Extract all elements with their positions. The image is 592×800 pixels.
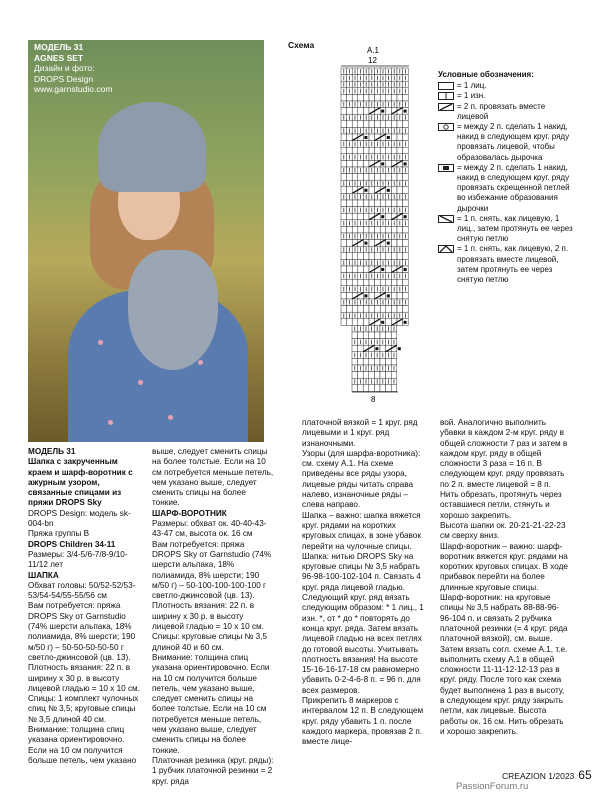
chart-cell	[397, 253, 403, 260]
chart-cell	[358, 108, 364, 115]
chart-cell	[374, 358, 380, 365]
chart-cell	[363, 121, 369, 128]
paragraph: Обхват головы: 50/52-52/53-53/54-54/55-55/56 см	[28, 580, 136, 601]
chart-cell	[347, 240, 353, 247]
chart-cell	[341, 319, 347, 326]
chart-cell	[347, 108, 353, 115]
chart-cell	[352, 94, 358, 101]
chart-cell	[397, 121, 403, 128]
yarn-over-mark	[381, 162, 384, 165]
legend-text: = 1 п. снять, как лицевую, 1 лиц., затем протянуть ее через снятую петлю	[457, 213, 573, 244]
yarn-over-mark	[404, 268, 407, 271]
chart-cell	[363, 108, 369, 115]
chart-cell	[352, 160, 358, 167]
chart-cell	[352, 385, 358, 392]
chart-legend	[438, 70, 578, 285]
yarn-over-mark	[404, 162, 407, 165]
chart-cell	[386, 279, 392, 286]
chart-cell	[391, 279, 397, 286]
legend-text: = 2 п. провязать вместе лицевой	[457, 101, 546, 121]
photo-flower	[198, 360, 203, 365]
chart-cell	[397, 292, 403, 299]
chart-cell	[375, 200, 381, 207]
yarn-over-mark	[381, 110, 384, 113]
chart-cell	[358, 279, 364, 286]
chart-cell	[386, 358, 392, 365]
chart-cell	[403, 226, 409, 233]
chart-cell	[363, 266, 369, 273]
chart-cell	[352, 108, 358, 115]
chart-cell	[352, 372, 358, 379]
chart-cell	[369, 240, 375, 247]
chart-cell	[391, 332, 397, 339]
paragraph: Спицы: круговые спицы № 3,5 длиной 40 и 60 см.	[152, 632, 267, 652]
legend-text: = между 2 п. сделать 1 накид, накид в следующем круг. ряду провязать скрещенной петлей во избежание образования дырочки	[457, 162, 570, 213]
yarn-over-mark	[381, 215, 384, 218]
paragraph: ШАРФ-ВОРОТНИК	[152, 508, 227, 518]
chart-cell	[352, 226, 358, 233]
legend-item	[438, 244, 578, 285]
chart-cell	[347, 226, 353, 233]
chart-cell	[352, 306, 358, 313]
chart-top-count: 12	[368, 56, 377, 65]
chart-cell	[358, 160, 364, 167]
yarn-over-mark	[364, 189, 367, 192]
yarn-over-mark	[375, 347, 378, 350]
schema-title: Схема	[288, 40, 315, 50]
chart-cell	[374, 385, 380, 392]
chart-cell	[363, 213, 369, 220]
chart-cell	[347, 121, 353, 128]
paragraph: Прикрепить 8 маркеров с интервалом 12 п. В следующем круг. ряду убавить 1 п. после каждого маркера, провязав 2 п. вместе лице-	[302, 696, 424, 747]
chart-cell	[363, 358, 369, 365]
chart-cell	[358, 358, 364, 365]
chart-cell	[341, 187, 347, 194]
paragraph: Шапка с закрученным краем и шарф-воротник с ажурным узором, связанные спицами из пряжи DROPS Sky	[28, 457, 133, 508]
chart-cell	[352, 332, 358, 339]
chart-cell	[352, 147, 358, 154]
chart-cell	[391, 253, 397, 260]
legend-item	[438, 163, 578, 214]
chart-cell	[391, 200, 397, 207]
chart-cell	[386, 213, 392, 220]
chart-cell	[347, 160, 353, 167]
chart-cell	[347, 174, 353, 181]
skp-icon	[438, 215, 454, 223]
chart-cell	[397, 279, 403, 286]
chart-cell	[358, 174, 364, 181]
chart-cell	[341, 147, 347, 154]
paragraph: Спицы: 1 комплект чулочных спиц № 3,5; круговые спицы № 3,5 длиной 40 см.	[28, 694, 139, 724]
chart-cell	[391, 358, 397, 365]
yarn-over-mark	[387, 294, 390, 297]
paragraph: Узоры (для шарфа-воротника): см. схему А.1. На схеме приведены все ряды узора, лицевые ряды читать справа налево, изнаночные ряды – слева направо.	[302, 448, 421, 510]
chart-cell	[369, 279, 375, 286]
chart-cell	[403, 292, 409, 299]
caption-credit-2: DROPS Design	[34, 73, 94, 84]
journal-name: CREAZION 1/2023	[502, 771, 575, 781]
chart-cell	[341, 213, 347, 220]
chart-cell	[397, 226, 403, 233]
text-column-1	[28, 447, 140, 766]
paragraph: МОДЕЛЬ 31	[28, 447, 76, 456]
chart-cell	[391, 147, 397, 154]
legend-text: = 1 лиц.	[457, 81, 487, 91]
chart-cell	[363, 94, 369, 101]
chart-cell	[352, 213, 358, 220]
chart-cell	[374, 372, 380, 379]
yo-hole-icon	[438, 123, 454, 131]
chart-cell	[358, 253, 364, 260]
chart-cell	[386, 94, 392, 101]
chart-cell	[347, 266, 353, 273]
paragraph: Шапка: нитью DROPS Sky на круговые спицы № 3,5 набрать 96-98-100-102-104 п. Связать 4 круг. ряда лицевой гладью.	[302, 551, 421, 592]
chart-cell	[358, 385, 364, 392]
chart-cell	[391, 187, 397, 194]
chart-cell	[391, 372, 397, 379]
chart-cell	[369, 332, 375, 339]
model-photo	[28, 40, 264, 442]
chart-cell	[347, 319, 353, 326]
chart-cell	[363, 160, 369, 167]
page-number: 65	[578, 768, 592, 782]
chart-cell	[341, 160, 347, 167]
legend-item	[438, 102, 578, 122]
chart-cell	[347, 134, 353, 141]
chart-cell	[391, 134, 397, 141]
chart-cell	[403, 174, 409, 181]
chart-cell	[397, 147, 403, 154]
chart-cell	[403, 240, 409, 247]
yarn-over-mark	[364, 242, 367, 245]
photo-caption	[34, 42, 112, 95]
chart-cell	[369, 94, 375, 101]
caption-url: www.garnstudio.com	[34, 84, 113, 94]
paragraph: Следующий круг. ряд вязать следующим образом: * 1 лиц., 1 изн. *, от * до * повторять до конца круг. ряда. Затем вязать лицевой гладью на всех петлях до готовой высоты. Учитывать плотность вязания! На высоте 15-16-16-17-18 см равномерно убавить 0-2-4-6-8 п. = 96 п. для всех размеров.	[302, 593, 424, 695]
chart-cell	[363, 253, 369, 260]
chart-cell	[341, 121, 347, 128]
paragraph: выше, следует сменить спицы на более толстые. Если на 10 см потребуется меньше петель, чем указано выше, следует сменить спицы на более тонкие.	[152, 447, 274, 508]
chart-cell	[358, 121, 364, 128]
yarn-over-mark	[387, 189, 390, 192]
chart-cell	[347, 147, 353, 154]
chart-cell	[358, 226, 364, 233]
chart-cell	[341, 226, 347, 233]
chart-cell	[341, 240, 347, 247]
chart-cell	[380, 345, 386, 352]
paragraph: Плотность вязания: 22 п. в ширину х 30 р. в высоту лицевой гладью = 10 х 10 см.	[28, 663, 140, 693]
chart-cell	[403, 306, 409, 313]
chart-cell	[380, 306, 386, 313]
chart-cell	[386, 174, 392, 181]
chart-cell	[380, 200, 386, 207]
chart-cell	[369, 147, 375, 154]
chart-cell	[358, 213, 364, 220]
chart-bottom-count: 8	[371, 395, 376, 404]
chart-cell	[386, 332, 392, 339]
chart-label: А.1	[367, 46, 380, 55]
chart-cell	[352, 358, 358, 365]
yarn-over-mark	[381, 268, 384, 271]
caption-name: AGNES SET	[34, 52, 84, 63]
chart-cell	[363, 174, 369, 181]
chart-cell	[386, 200, 392, 207]
chart-cell	[386, 226, 392, 233]
chart-cell	[369, 358, 375, 365]
knit-icon	[438, 82, 454, 90]
chart-cell	[363, 200, 369, 207]
legend-title: Условные обозначения:	[438, 70, 534, 79]
yo-twisted-icon	[438, 164, 454, 172]
paragraph: Шапка – важно: шапка вяжется круг. рядами на коротких круговых спицах, в зоне убавок перейти на чулочные спицы.	[302, 510, 421, 551]
chart-cell	[363, 226, 369, 233]
chart-cell	[386, 372, 392, 379]
chart-cell	[352, 121, 358, 128]
chart-cell	[369, 253, 375, 260]
chart-cell	[352, 200, 358, 207]
yarn-over-mark	[398, 347, 401, 350]
yarn-over-mark	[364, 136, 367, 139]
chart-cell	[363, 147, 369, 154]
chart-cell	[380, 385, 386, 392]
chart-cell	[358, 372, 364, 379]
knitting-chart-grid	[334, 44, 424, 414]
text-column-2	[152, 447, 274, 787]
caption-credit: Дизайн и фото:	[34, 63, 95, 73]
chart-cell	[358, 200, 364, 207]
chart-cell	[397, 240, 403, 247]
chart-cell	[341, 174, 347, 181]
chart-cell	[347, 187, 353, 194]
chart-cell	[347, 253, 353, 260]
chart-cell	[363, 319, 369, 326]
chart-cell	[352, 345, 358, 352]
chart-cell	[386, 266, 392, 273]
chart-cell	[369, 174, 375, 181]
chart-cell	[341, 94, 347, 101]
chart-cell	[397, 134, 403, 141]
chart-cell	[375, 121, 381, 128]
chart-cell	[358, 266, 364, 273]
chart-cell	[380, 372, 386, 379]
yarn-over-mark	[364, 294, 367, 297]
chart-cell	[375, 253, 381, 260]
sk2p-icon	[438, 245, 454, 253]
photo-flower	[98, 340, 103, 345]
chart-cell	[347, 279, 353, 286]
chart-cell	[347, 292, 353, 299]
chart-cell	[352, 279, 358, 286]
chart-cell	[403, 121, 409, 128]
chart-cell	[391, 94, 397, 101]
chart-cell	[403, 187, 409, 194]
chart-cell	[386, 121, 392, 128]
chart-cell	[375, 306, 381, 313]
chart-cell	[374, 332, 380, 339]
k2tog-icon	[438, 103, 454, 111]
chart-cell	[403, 94, 409, 101]
yarn-over-mark	[387, 136, 390, 139]
chart-cell	[386, 108, 392, 115]
paragraph: платочной вязкой = 1 круг. ряд лицевыми и 1 круг. ряд изнаночными.	[302, 418, 418, 448]
chart-cell	[380, 358, 386, 365]
legend-item	[438, 214, 578, 245]
chart-cell	[391, 121, 397, 128]
chart-cell	[369, 134, 375, 141]
text-column-4	[440, 418, 570, 737]
purl-icon	[438, 92, 454, 100]
chart-cell	[397, 200, 403, 207]
chart-cell	[352, 319, 358, 326]
yarn-over-mark	[404, 110, 407, 113]
paragraph: Вам потребуется: пряжа DROPS Sky от Garnstudio (74% шерсти альпака, 18% полиамида, 8% шерсти; 190 м/50 г) – 50-100-100-100-100 г светло-джинсовой (цв. 13).	[152, 539, 272, 601]
chart-cell	[380, 253, 386, 260]
chart-cell	[369, 372, 375, 379]
chart-cell	[369, 121, 375, 128]
chart-cell	[347, 94, 353, 101]
paragraph: Внимание: толщина спиц указана ориентировочно. Если на 10 см получится больше петель, чем указано	[28, 725, 137, 765]
chart-cell	[386, 319, 392, 326]
paragraph: Шарф-воротник – важно: шарф-воротник вяжется круг. рядами на коротких круговых спицах. В ходе прибавок перейти на более длинные круговые спицы.	[440, 541, 568, 592]
yarn-over-mark	[387, 242, 390, 245]
chart-cell	[347, 200, 353, 207]
paragraph: DROPS Children 34-11	[28, 539, 116, 549]
chart-cell	[358, 94, 364, 101]
chart-cell	[380, 147, 386, 154]
chart-cell	[397, 94, 403, 101]
chart-cell	[369, 385, 375, 392]
chart-cell	[341, 279, 347, 286]
chart-cell	[375, 94, 381, 101]
chart-cell	[341, 253, 347, 260]
chart-cell	[363, 279, 369, 286]
paragraph: Вам потребуется: пряжа DROPS Sky от Garnstudio (74% шерсти альпака, 18% полиамида, 8% шерсти; 190 м/50 г) – 50-50-50-50-50 г светло-джинсовой (цв. 13).	[28, 601, 136, 662]
chart-cell	[391, 292, 397, 299]
chart-cell	[375, 279, 381, 286]
paragraph: вой. Аналогично выполнить убавки в каждом 2-м круг. ряду в общей сложности 7 раз и затем в каждом круг. ряду в общей сложности 3 раза = 16 п. В следующем круг. ряду провязать по 2 п. вместе лицевой = 8 п. Нить обрезать, протянуть через оставшиеся петли, стянуть и хорошо закрепить.	[440, 418, 568, 520]
legend-text: = между 2 п. сделать 1 накид, накид в следующем круг. ряду провязать лицевой, чтобы образовалась дырочка	[457, 122, 570, 162]
chart-cell	[391, 174, 397, 181]
paragraph: Платочная резинка (круг. ряды): 1 рубчик платочной резинки = 2 круг. ряда	[152, 755, 274, 786]
chart-cell	[341, 200, 347, 207]
chart-cell	[341, 266, 347, 273]
page-footer	[502, 768, 592, 782]
watermark: PassionForum.ru	[456, 781, 529, 792]
chart-cell	[358, 319, 364, 326]
legend-item	[438, 81, 578, 91]
chart-cell	[358, 147, 364, 154]
chart-cell	[375, 174, 381, 181]
photo-flower	[108, 420, 113, 425]
chart-cell	[386, 306, 392, 313]
paragraph: Размеры: обхват ок. 40-40-43-43-47 см, высота ок. 16 см	[152, 519, 267, 539]
yarn-over-mark	[404, 215, 407, 218]
yarn-over-mark	[381, 321, 384, 324]
chart-cell	[341, 306, 347, 313]
chart-cell	[369, 226, 375, 233]
chart-cell	[358, 306, 364, 313]
chart-cell	[375, 147, 381, 154]
chart-cell	[358, 332, 364, 339]
chart-cell	[380, 94, 386, 101]
chart-cell	[403, 279, 409, 286]
caption-model: МОДЕЛЬ 31	[34, 42, 84, 52]
chart-cell	[386, 160, 392, 167]
chart-cell	[363, 385, 369, 392]
chart-cell	[352, 174, 358, 181]
chart-cell	[403, 253, 409, 260]
chart-cell	[380, 174, 386, 181]
chart-cell	[380, 279, 386, 286]
legend-text: = 1 п. снять, как лицевую, 2 п. провязать вместе лицевой, затем протянуть ее через снятую петлю	[457, 244, 569, 285]
chart-cell	[386, 147, 392, 154]
legend-item	[438, 91, 578, 101]
chart-cell	[403, 200, 409, 207]
chart-cell	[341, 134, 347, 141]
chart-cell	[386, 253, 392, 260]
knitting-chart	[334, 44, 424, 414]
photo-scarf	[128, 250, 218, 370]
chart-cell	[397, 187, 403, 194]
yarn-over-mark	[404, 321, 407, 324]
chart-cell	[380, 121, 386, 128]
chart-cell	[341, 292, 347, 299]
chart-cell	[386, 385, 392, 392]
chart-cell	[403, 147, 409, 154]
paragraph: ШАПКА	[28, 570, 59, 580]
chart-cell	[403, 134, 409, 141]
chart-cell	[347, 213, 353, 220]
photo-hat	[98, 102, 206, 192]
legend-text: = 1 изн.	[457, 91, 486, 101]
chart-cell	[391, 385, 397, 392]
chart-cell	[363, 332, 369, 339]
chart-cell	[380, 332, 386, 339]
paragraph: Высота шапки ок. 20-21-21-22-23 см сверху вниз.	[440, 520, 566, 541]
chart-cell	[352, 253, 358, 260]
chart-cell	[391, 226, 397, 233]
chart-cell	[369, 306, 375, 313]
paragraph: Плотность вязания: 22 п. в ширину х 30 р. в высоту лицевой гладью = 10 х 10 см.	[152, 601, 264, 632]
chart-cell	[369, 292, 375, 299]
chart-cell	[375, 226, 381, 233]
chart-cell	[352, 266, 358, 273]
chart-cell	[347, 306, 353, 313]
chart-cell	[369, 200, 375, 207]
paragraph: Внимание: толщина спиц указана ориентировочно. Если на 10 см получится больше петель, чем указано выше, следует сменить спицы на более толстые. Если на 10 см потребуется меньше петель, чем указано выше, следует сменить спицы на более тонкие.	[152, 652, 270, 755]
chart-cell	[358, 345, 364, 352]
paragraph: Размеры: 3/4-5/6-7/8-9/10-11/12 лет	[28, 549, 128, 570]
chart-cell	[380, 226, 386, 233]
chart-cell	[363, 372, 369, 379]
photo-flower	[168, 415, 173, 420]
chart-cell	[391, 240, 397, 247]
photo-flower	[138, 380, 143, 385]
chart-cell	[363, 306, 369, 313]
paragraph: Пряжа группы В	[28, 529, 90, 539]
paragraph: DROPS Design: модель sk-004-bn	[28, 508, 131, 529]
paragraph: Шарф-воротник: на круговые спицы № 3,5 набрать 88-88-96-96-104 п. и связать 2 рубчика платочной резинки (= 4 круг. ряда платочной вязкой), см. выше. Затем вязать согл. схеме А.1, т.е. выполнить схему А.1 в общей сложности 11-11-12-12-13 раз в круг. ряду. После того как схема будет выполнена 1 раз в высоту, в следующем круг. ряду закрыть петли, как лицевые. Высота работы ок. 16 см. Нить обрезать и хорошо закрепить.	[440, 593, 568, 736]
chart-cell	[397, 174, 403, 181]
legend-item	[438, 122, 578, 163]
chart-cell	[341, 108, 347, 115]
chart-cell	[369, 187, 375, 194]
chart-cell	[391, 306, 397, 313]
text-column-3	[302, 418, 428, 748]
chart-cell	[397, 306, 403, 313]
